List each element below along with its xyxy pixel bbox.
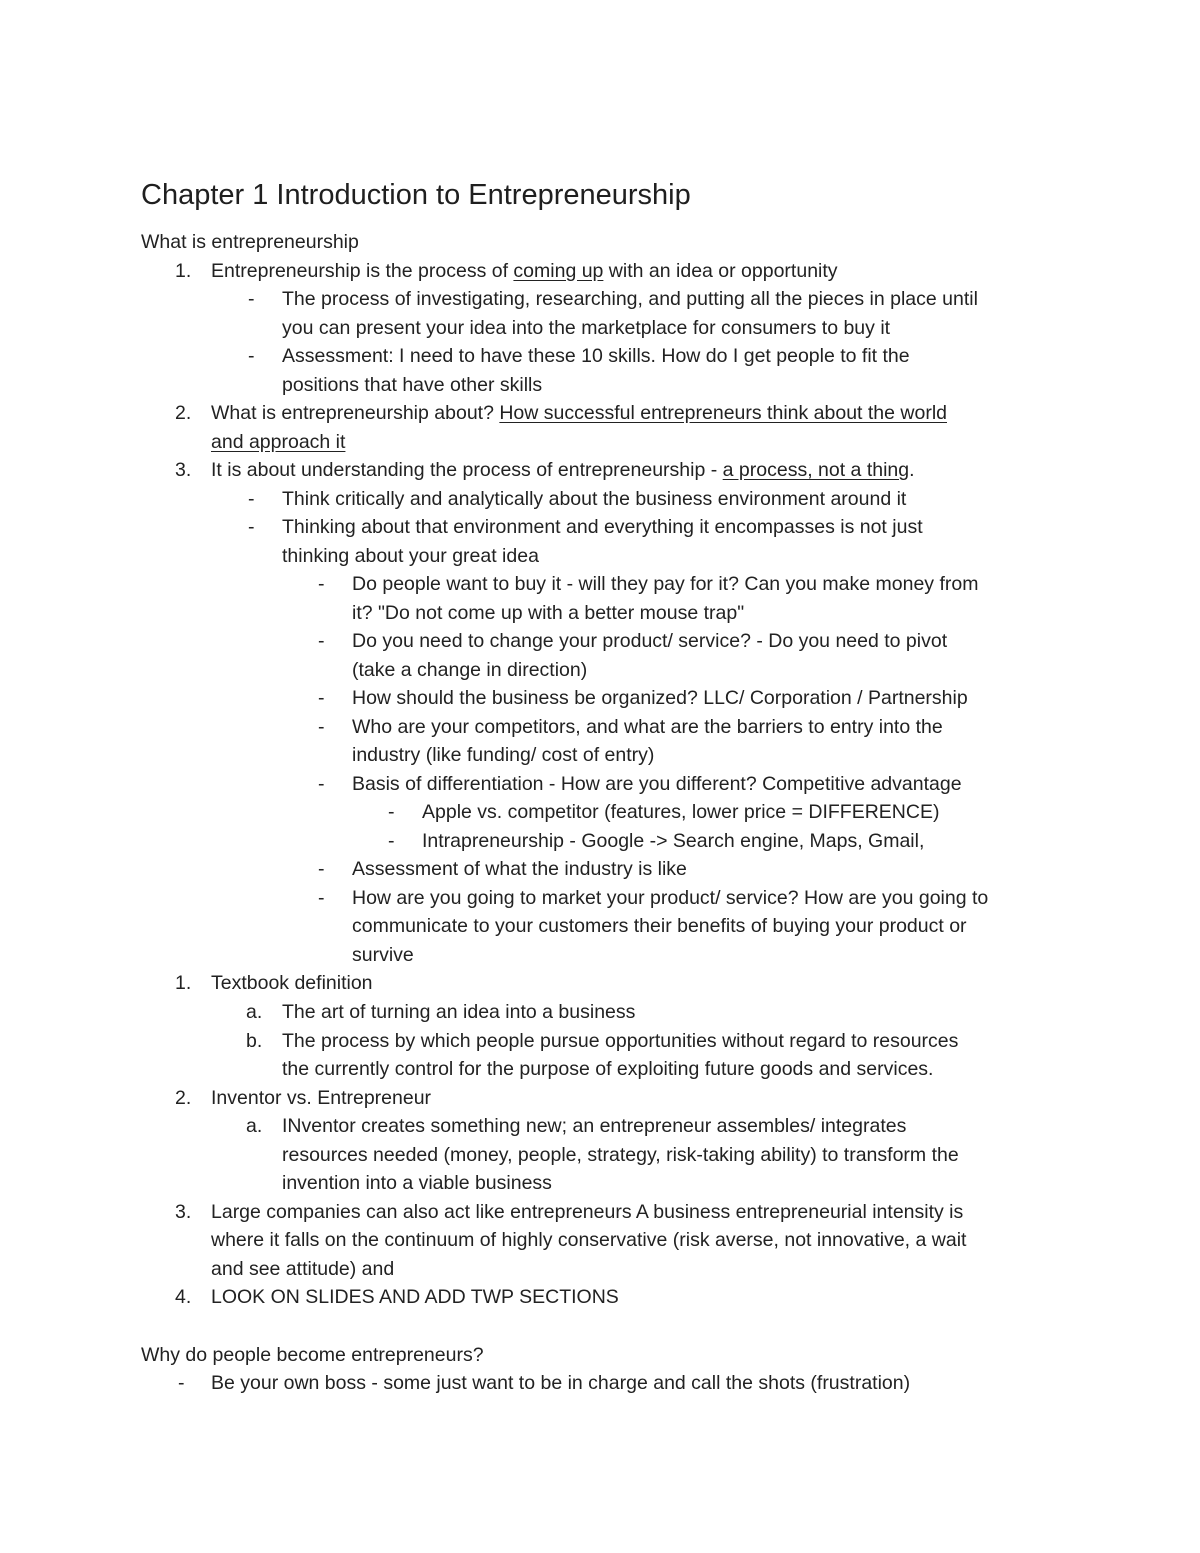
list-item-text: What is entrepreneurship about? How successful entrepreneurs think about the world (211, 402, 947, 424)
bullet-dash: - (318, 773, 325, 795)
list-letter: a. (246, 1115, 263, 1137)
bullet-text: Assessment: I need to have these 10 skills. How do I get people to fit the (282, 345, 910, 367)
sub-bullet-text: Do people want to buy it - will they pay for it? Can you make money from (352, 573, 979, 595)
bullet-dash: - (318, 630, 325, 652)
bullet-dash: - (178, 1372, 185, 1394)
sub-bullet-text: Assessment of what the industry is like (352, 858, 687, 880)
list-letter: b. (246, 1030, 263, 1052)
sub-bullet-text: Who are your competitors, and what are the barriers to entry into the (352, 716, 943, 738)
list-number: 3. (175, 1201, 192, 1223)
sub-bullet-text: Basis of differentiation - How are you different? Competitive advantage (352, 773, 962, 795)
list-item-text: Entrepreneurship is the process of coming up with an idea or opportunity (211, 260, 838, 282)
bullet-dash: - (388, 801, 395, 823)
list-item-text: and see attitude) and (211, 1258, 395, 1280)
sub-sub-bullet-text: Apple vs. competitor (features, lower price = DIFFERENCE) (422, 801, 940, 823)
sub-bullet-text: communicate to your customers their benefits of buying your product or (352, 915, 967, 937)
lettered-item-text: The process by which people pursue opportunities without regard to resources (282, 1030, 959, 1052)
bullet-text: The process of investigating, researching, and putting all the pieces in place until (282, 288, 978, 310)
bullet-text: you can present your idea into the marketplace for consumers to buy it (282, 317, 891, 339)
list-letter: a. (246, 1001, 263, 1023)
list-number: 3. (175, 459, 192, 481)
underlined-text: a process, not a thing (722, 459, 910, 481)
list-item-text: where it falls on the continuum of highly conservative (risk averse, not innovative, a wait (211, 1229, 967, 1251)
list-item-text: Textbook definition (211, 972, 373, 994)
bullet-dash: - (248, 288, 255, 310)
bullet-dash: - (318, 858, 325, 880)
bullet-text: positions that have other skills (282, 374, 543, 396)
list-number: 2. (175, 1087, 192, 1109)
sub-bullet-text: industry (like funding/ cost of entry) (352, 744, 655, 766)
lettered-item-text: resources needed (money, people, strategy, risk-taking ability) to transform the (282, 1144, 959, 1166)
section-heading: What is entrepreneurship (141, 231, 359, 253)
underlined-text: and approach it (211, 431, 346, 453)
sub-bullet-text: Do you need to change your product/ service? - Do you need to pivot (352, 630, 948, 652)
bullet-text: Be your own boss - some just want to be in charge and call the shots (frustration) (211, 1372, 911, 1394)
list-item-text: LOOK ON SLIDES AND ADD TWP SECTIONS (211, 1286, 619, 1308)
bullet-dash: - (318, 887, 325, 909)
sub-bullet-text: survive (352, 944, 414, 966)
bullet-dash: - (248, 488, 255, 510)
lettered-item-text: invention into a viable business (282, 1172, 552, 1194)
sub-bullet-text: (take a change in direction) (352, 659, 588, 681)
list-item-text: Inventor vs. Entrepreneur (211, 1087, 432, 1109)
section-heading: Why do people become entrepreneurs? (141, 1344, 484, 1366)
list-item-text: It is about understanding the process of entrepreneurship - a process, not a thing. (211, 459, 915, 481)
underlined-text: coming up (513, 260, 604, 282)
bullet-dash: - (248, 345, 255, 367)
list-number: 2. (175, 402, 192, 424)
bullet-text: thinking about your great idea (282, 545, 539, 567)
list-number: 4. (175, 1286, 192, 1308)
underlined-text: How successful entrepreneurs think about the world (499, 402, 947, 424)
page-title: Chapter 1 Introduction to Entrepreneurship (141, 179, 691, 211)
bullet-dash: - (318, 687, 325, 709)
list-number: 1. (175, 260, 192, 282)
sub-bullet-text: How should the business be organized? LLC/ Corporation / Partnership (352, 687, 968, 709)
bullet-dash: - (318, 716, 325, 738)
bullet-text: Thinking about that environment and everything it encompasses is not just (282, 516, 923, 538)
bullet-text: Think critically and analytically about the business environment around it (282, 488, 907, 510)
bullet-dash: - (318, 573, 325, 595)
list-number: 1. (175, 972, 192, 994)
bullet-dash: - (388, 830, 395, 852)
list-item-text: Large companies can also act like entrepreneurs A business entrepreneurial intensity is (211, 1201, 964, 1223)
lettered-item-text: The art of turning an idea into a business (282, 1001, 636, 1023)
lettered-item-text: the currently control for the purpose of exploiting future goods and services. (282, 1058, 934, 1080)
lettered-item-text: INventor creates something new; an entrepreneur assembles/ integrates (282, 1115, 907, 1137)
sub-sub-bullet-text: Intrapreneurship - Google -> Search engine, Maps, Gmail, (422, 830, 925, 852)
sub-bullet-text: How are you going to market your product/ service? How are you going to (352, 887, 989, 909)
sub-bullet-text: it? "Do not come up with a better mouse trap" (352, 602, 745, 624)
bullet-dash: - (248, 516, 255, 538)
